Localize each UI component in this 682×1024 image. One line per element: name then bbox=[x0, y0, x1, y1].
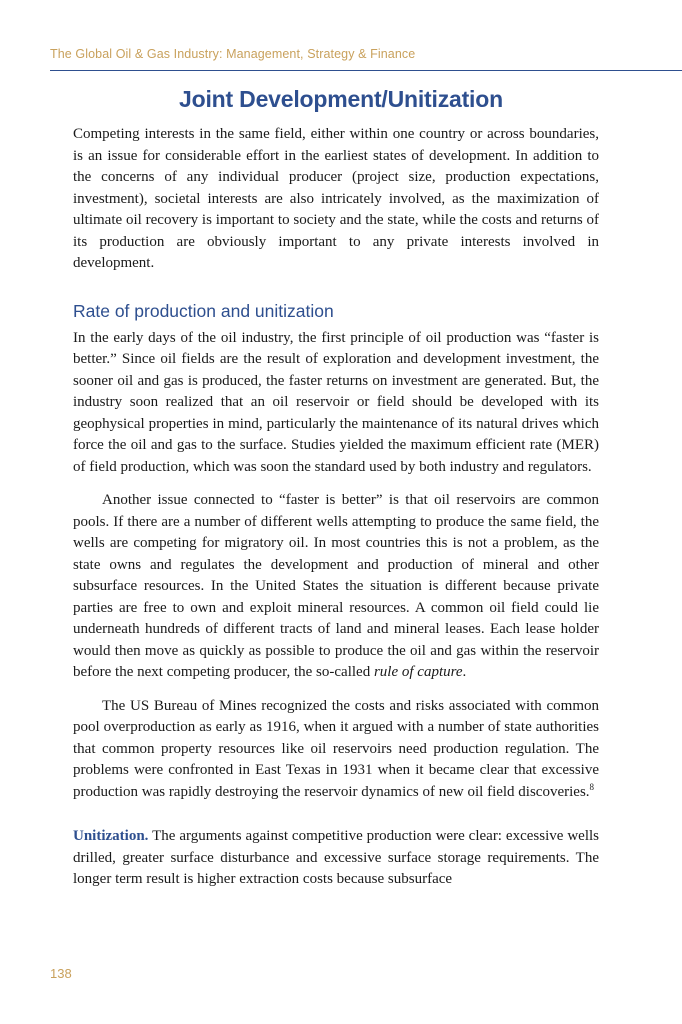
paragraph-text: The arguments against competitive production were clear: excessive wells drilled, greater surface disturbance and excessive surface storage requirements. The longer term result is higher extraction costs because subsurface bbox=[73, 828, 599, 887]
paragraph-text: Another issue connected to “faster is better” is that oil reservoirs are common pools. If there are a number of different wells attempting to produce the same field, the wells are competing for migratory oil. In most countries this is not a problem, as the state owns and regulates the development and production of mineral and other subsurface resources. In the United States the situation is different because private parties are free to own and exploit mineral resources. A common oil field could lie underneath hundreds of different tracts of land and mineral leases. Each lease holder would then move as quickly as possible to produce the oil and gas within the reservoir before the next competing producer, the so-called bbox=[73, 492, 599, 680]
paragraph-end: . bbox=[462, 664, 467, 680]
intro-paragraph: Competing interests in the same field, either within one country or across boundaries, is an issue for considerable effort in the earliest states of development. In addition to the concerns of any individual producer (project size, production expectations, investment), societal interests are also intricately involved, as the maximization of ultimate oil recovery is important to society and the state, while the costs and returns of its production are obviously important to any private interests involved in development. bbox=[73, 126, 599, 271]
page-body bbox=[73, 124, 599, 891]
paragraph-bureau-of-mines bbox=[73, 696, 599, 804]
paragraph-unitization bbox=[73, 826, 599, 891]
footnote-marker[interactable]: 8 bbox=[589, 781, 595, 792]
rule-of-capture-term: rule of capture bbox=[373, 664, 463, 680]
running-header: The Global Oil & Gas Industry: Management, Strategy & Finance bbox=[50, 47, 416, 61]
chapter-title: Joint Development/Unitization bbox=[179, 86, 503, 112]
spacer bbox=[73, 684, 599, 696]
section-heading: Rate of production and unitization bbox=[73, 300, 334, 321]
paragraph-text: The US Bureau of Mines recognized the costs and risks associated with common pool overproduction as early as 1916, when it argued with a number of state authorities that common property resources like oil reservoirs need production regulation. The problems were confronted in East Texas in 1931 when it became clear that excessive production was rapidly destroying the reservoir dynamics of new oil field discoveries. bbox=[73, 697, 599, 800]
spacer bbox=[73, 478, 599, 490]
header-rule bbox=[50, 70, 682, 71]
spacer bbox=[73, 803, 599, 826]
spacer bbox=[73, 275, 599, 298]
paragraph-faster-is-better: In the early days of the oil industry, the first principle of oil production was “faster is better.” Since oil fields are the result of exploration and development investment, the sooner oil and gas is produced, the faster returns on investment are generated. But, the industry soon realized that an oil reservoir or field should be developed with its geophysical properties in mind, particularly the maintenance of its natural drives which force the oil and gas to the surface. Studies yielded the maximum efficient rate (MER) of field production, which was soon the standard used by both industry and regulators. bbox=[73, 329, 599, 475]
unitization-runin-heading: Unitization. bbox=[73, 828, 149, 844]
page-number: 138 bbox=[50, 966, 72, 981]
paragraph-common-pools bbox=[73, 490, 599, 684]
